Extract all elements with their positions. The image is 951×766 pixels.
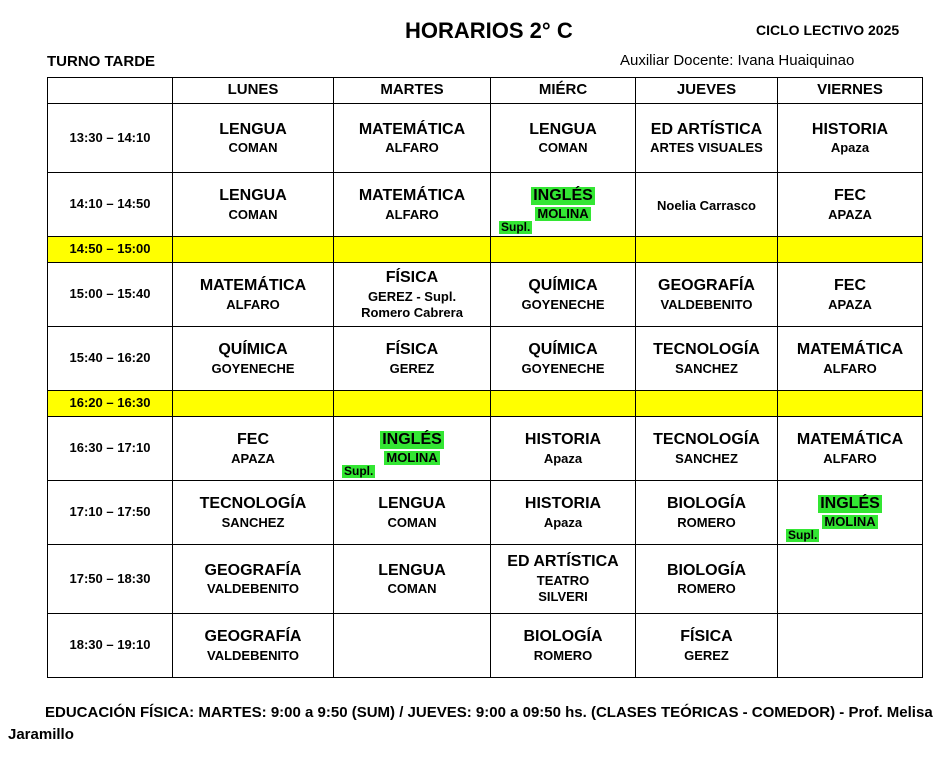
highlighted-class xyxy=(531,187,595,222)
teacher-name: Apaza xyxy=(543,450,583,466)
teacher-name: Apaza xyxy=(830,140,870,156)
subject-name: MATEMÁTICA xyxy=(796,431,904,449)
schedule-table xyxy=(47,77,923,678)
schedule-row xyxy=(48,263,923,327)
teacher-extra: Romero Cabrera xyxy=(361,304,463,320)
teacher-name: COMAN xyxy=(538,140,588,156)
subject-name: QUÍMICA xyxy=(528,341,598,359)
break-cell xyxy=(334,391,491,417)
time-cell: 18:30 – 19:10 xyxy=(48,614,173,678)
schedule-row xyxy=(48,481,923,545)
class-cell xyxy=(334,417,491,481)
time-cell: 14:10 – 14:50 xyxy=(48,173,173,237)
class-cell xyxy=(636,104,778,173)
subject-name: FÍSICA xyxy=(385,268,439,286)
class-cell xyxy=(334,263,491,327)
teacher-name: ALFARO xyxy=(385,206,439,222)
teacher-name: APAZA xyxy=(828,296,872,312)
subject-name: GEOGRAFÍA xyxy=(204,628,302,646)
class-cell xyxy=(636,173,778,237)
teacher-name: SANCHEZ xyxy=(221,514,285,530)
break-cell xyxy=(491,237,636,263)
time-cell: 15:40 – 16:20 xyxy=(48,327,173,391)
subject-name: TECNOLOGÍA xyxy=(653,431,760,449)
subject-name: INGLÉS xyxy=(533,186,593,204)
time-cell: 15:00 – 15:40 xyxy=(48,263,173,327)
subject-name: MATEMÁTICA xyxy=(358,120,466,138)
subject-name: FÍSICA xyxy=(385,341,439,359)
teacher-name: ALFARO xyxy=(823,360,877,376)
class-cell xyxy=(491,417,636,481)
teacher-name: ROMERO xyxy=(677,514,736,530)
day-header: VIERNES xyxy=(778,78,923,104)
class-cell xyxy=(778,417,923,481)
teacher-name: VALDEBENITO xyxy=(207,581,299,597)
class-cell xyxy=(173,104,334,173)
class-cell xyxy=(778,327,923,391)
time-cell: 17:10 – 17:50 xyxy=(48,481,173,545)
substitute-badge: Supl. xyxy=(788,527,818,542)
subject-name: BIOLOGÍA xyxy=(523,628,603,646)
class-cell xyxy=(491,545,636,614)
teacher-name: GOYENECHE xyxy=(521,360,605,376)
class-cell xyxy=(334,545,491,614)
class-cell xyxy=(173,545,334,614)
teacher-name: APAZA xyxy=(828,206,872,222)
class-cell xyxy=(334,173,491,237)
class-cell xyxy=(491,614,636,678)
break-cell xyxy=(636,391,778,417)
class-cell xyxy=(778,481,923,545)
subject-name: HISTORIA xyxy=(524,431,602,449)
teacher-name: COMAN xyxy=(387,514,437,530)
subject-name: LENGUA xyxy=(219,120,287,138)
time-cell: 13:30 – 14:10 xyxy=(48,104,173,173)
class-cell xyxy=(491,173,636,237)
teacher-name: MOLINA xyxy=(537,205,589,221)
class-cell xyxy=(636,263,778,327)
class-cell xyxy=(778,173,923,237)
teacher-name: TEATRO xyxy=(536,573,590,588)
physical-education-note: EDUCACIÓN FÍSICA: MARTES: 9:00 a 9:50 (SUM) / JUEVES: 9:00 a 09:50 hs. (CLASES TEÓRICAS - COMEDOR) - Prof. Melisa Jaramillo xyxy=(8,704,933,743)
break-cell xyxy=(778,237,923,263)
subject-name: TECNOLOGÍA xyxy=(653,341,760,359)
teacher-name: VALDEBENITO xyxy=(207,647,299,663)
subject-name: LENGUA xyxy=(219,187,287,205)
class-cell xyxy=(334,327,491,391)
subject-name: MATEMÁTICA xyxy=(796,341,904,359)
teacher-name: SANCHEZ xyxy=(675,450,738,466)
class-cell xyxy=(334,104,491,173)
subject-name: TECNOLOGÍA xyxy=(199,495,307,513)
teacher-name: COMAN xyxy=(387,581,437,597)
subject-name: ED ARTÍSTICA xyxy=(650,120,763,138)
class-cell xyxy=(334,614,491,678)
class-cell xyxy=(173,417,334,481)
substitute-badge: Supl. xyxy=(344,463,374,478)
class-cell xyxy=(334,481,491,545)
break-row xyxy=(48,391,923,417)
break-cell xyxy=(173,391,334,417)
break-cell xyxy=(173,237,334,263)
teacher-name: MOLINA xyxy=(386,449,438,465)
class-cell xyxy=(491,104,636,173)
subject-name: FEC xyxy=(834,277,866,295)
subject-name: FEC xyxy=(237,431,269,449)
class-cell xyxy=(173,327,334,391)
schedule-row xyxy=(48,417,923,481)
corner-cell xyxy=(48,78,173,104)
teacher-name: MOLINA xyxy=(824,513,876,529)
teacher-name: ARTES VISUALES xyxy=(650,140,763,156)
class-cell xyxy=(778,104,923,173)
class-cell xyxy=(491,327,636,391)
class-cell xyxy=(636,327,778,391)
break-cell xyxy=(636,237,778,263)
subject-name: BIOLOGÍA xyxy=(666,561,747,579)
teacher-name: Apaza xyxy=(543,514,583,530)
time-cell: 14:50 – 15:00 xyxy=(48,237,173,263)
class-cell xyxy=(173,173,334,237)
class-cell xyxy=(636,545,778,614)
teacher-name: ROMERO xyxy=(677,581,736,597)
highlighted-class xyxy=(380,431,444,466)
substitute-badge: Supl. xyxy=(501,219,531,234)
teacher-name: APAZA xyxy=(231,450,275,466)
teacher-name: ALFARO xyxy=(385,140,439,156)
time-cell: 17:50 – 18:30 xyxy=(48,545,173,614)
subject-name: ED ARTÍSTICA xyxy=(507,553,619,571)
class-cell xyxy=(173,263,334,327)
teacher-name: COMAN xyxy=(228,140,278,156)
teacher-name: GOYENECHE xyxy=(211,360,295,376)
teacher-name: Noelia Carrasco xyxy=(657,197,756,213)
schedule-row xyxy=(48,614,923,678)
class-cell xyxy=(778,614,923,678)
class-cell xyxy=(636,614,778,678)
class-cell xyxy=(636,417,778,481)
schedule-row xyxy=(48,327,923,391)
subject-name: QUÍMICA xyxy=(218,341,288,359)
shift-label: TURNO TARDE xyxy=(47,53,156,70)
subject-name: FEC xyxy=(834,187,866,205)
teacher-name: GEREZ xyxy=(389,360,435,376)
subject-name: INGLÉS xyxy=(382,430,442,448)
day-header: MARTES xyxy=(334,78,491,104)
teacher-name: GEREZ xyxy=(684,647,729,663)
subject-name: HISTORIA xyxy=(811,120,889,138)
break-row xyxy=(48,237,923,263)
class-cell xyxy=(491,263,636,327)
schedule-row xyxy=(48,104,923,173)
class-cell xyxy=(173,481,334,545)
page-title: HORARIOS 2° C xyxy=(405,18,573,43)
subject-name: HISTORIA xyxy=(524,495,602,513)
day-header-row xyxy=(48,78,923,104)
break-cell xyxy=(334,237,491,263)
teacher-name: GEREZ - Supl. xyxy=(367,288,457,304)
subject-name: LENGUA xyxy=(378,495,446,513)
teacher-name: ALFARO xyxy=(226,296,280,312)
school-year-label: CICLO LECTIVO 2025 xyxy=(756,22,900,38)
break-cell xyxy=(778,391,923,417)
subject-name: GEOGRAFÍA xyxy=(658,277,755,295)
teacher-name: COMAN xyxy=(228,206,278,222)
teacher-name: VALDEBENITO xyxy=(660,296,753,312)
day-header: JUEVES xyxy=(636,78,778,104)
teacher-name: GOYENECHE xyxy=(521,296,605,312)
subject-name: INGLÉS xyxy=(820,494,880,512)
teacher-name: ALFARO xyxy=(823,450,877,466)
class-cell xyxy=(491,481,636,545)
subject-name: MATEMÁTICA xyxy=(358,187,466,205)
subject-name: MATEMÁTICA xyxy=(199,277,307,295)
teacher-extra: SILVERI xyxy=(538,589,588,605)
time-cell: 16:20 – 16:30 xyxy=(48,391,173,417)
class-cell xyxy=(173,614,334,678)
schedule-row xyxy=(48,173,923,237)
subject-name: LENGUA xyxy=(529,120,597,138)
subject-name: FÍSICA xyxy=(680,628,733,646)
teacher-name: ROMERO xyxy=(533,647,593,663)
subject-name: QUÍMICA xyxy=(528,277,598,295)
break-cell xyxy=(491,391,636,417)
day-header: LUNES xyxy=(173,78,334,104)
schedule-row xyxy=(48,545,923,614)
day-header: MIÉRC xyxy=(491,78,636,104)
subject-name: BIOLOGÍA xyxy=(666,495,747,513)
time-cell: 16:30 – 17:10 xyxy=(48,417,173,481)
highlighted-class xyxy=(818,495,882,530)
subject-name: GEOGRAFÍA xyxy=(204,561,302,579)
class-cell xyxy=(636,481,778,545)
assistant-label: Auxiliar Docente: Ivana Huaiquinao xyxy=(620,52,855,69)
class-cell xyxy=(778,545,923,614)
subject-name: LENGUA xyxy=(378,561,446,579)
class-cell xyxy=(778,263,923,327)
teacher-name: SANCHEZ xyxy=(675,360,738,376)
